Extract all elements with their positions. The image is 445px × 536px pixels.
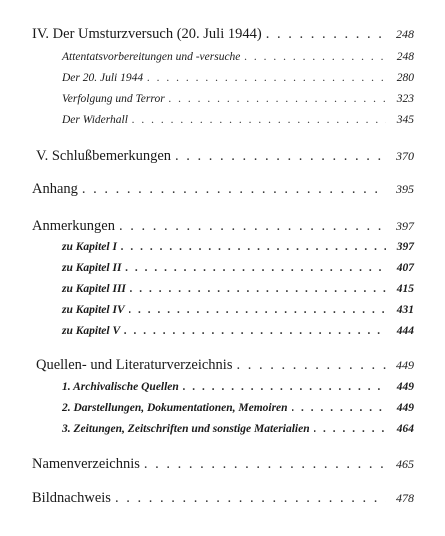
toc-entry-label: Anmerkungen: [32, 218, 115, 234]
toc-subentry-label: 3. Zeitungen, Zeitschriften und sonstige Materialien: [62, 423, 310, 435]
toc-entry-namen: [32, 456, 414, 473]
toc-subentry-label: zu Kapitel II: [62, 262, 122, 274]
toc-subentry-label: zu Kapitel V: [62, 325, 121, 337]
toc-subentry-page: 449: [396, 381, 414, 393]
toc-entry-bildnachweis: [32, 490, 414, 507]
toc-subentry: [62, 241, 414, 253]
toc-subentry-page: 280: [396, 72, 414, 84]
toc-entry-section-4: [32, 26, 414, 43]
leader-dots: [175, 148, 386, 165]
toc-subentry: [62, 262, 414, 274]
toc-entry-page: 370: [396, 149, 414, 163]
toc-subentry: [62, 283, 414, 295]
leader-dots: [115, 490, 386, 507]
toc-subentry-label: 1. Archivalische Quellen: [62, 381, 179, 393]
toc-subentry-page: 345: [396, 114, 414, 126]
leader-dots: [82, 181, 386, 198]
toc-subentry: [62, 423, 414, 435]
toc-entry-page: 248: [396, 27, 414, 41]
toc-subentry: [62, 402, 414, 414]
toc-subentry: [62, 114, 414, 126]
toc-subentry-label: Verfolgung und Terror: [62, 93, 165, 105]
toc-subentry: [62, 304, 414, 316]
leader-dots: [119, 218, 386, 235]
toc-subentry: [62, 381, 414, 393]
leader-dots: [244, 51, 386, 63]
leader-dots: [266, 26, 386, 43]
leader-dots: [132, 114, 386, 126]
toc-subentry-page: 407: [396, 262, 414, 274]
toc-entry-label: Namenverzeichnis: [32, 456, 140, 472]
leader-dots: [236, 357, 386, 374]
toc-entry-label: Quellen- und Literaturverzeichnis: [36, 357, 233, 373]
toc-entry-section-5: [36, 148, 414, 165]
toc-subentry: [62, 325, 414, 337]
leader-dots: [314, 423, 386, 435]
toc-subentry-label: zu Kapitel I: [62, 241, 117, 253]
toc-subentry-label: Der Widerhall: [62, 114, 128, 126]
toc-subentry-page: 464: [396, 423, 414, 435]
toc-subentry-label: Der 20. Juli 1944: [62, 72, 144, 84]
leader-dots: [130, 283, 386, 295]
toc-subentry: [62, 72, 414, 84]
toc-entry-page: 449: [396, 358, 414, 372]
toc-entry-label: IV. Der Umsturzversuch (20. Juli 1944): [32, 26, 262, 42]
toc-subentry-label: 2. Darstellungen, Dokumentationen, Memoiren: [62, 402, 288, 414]
toc-entry-anhang: [32, 181, 414, 198]
leader-dots: [124, 325, 386, 337]
leader-dots: [292, 402, 386, 414]
toc-subentry-page: 323: [396, 93, 414, 105]
toc-subentry: [62, 51, 414, 63]
leader-dots: [125, 262, 386, 274]
toc-subentry-label: zu Kapitel IV: [62, 304, 125, 316]
toc-subentry-page: 248: [396, 51, 414, 63]
toc-entry-page: 395: [396, 182, 414, 196]
toc-entry-page: 478: [396, 491, 414, 505]
toc-entry-anmerkungen: [32, 218, 414, 235]
toc-subentry-label: zu Kapitel III: [62, 283, 126, 295]
leader-dots: [147, 72, 386, 84]
toc-entry-label: Bildnachweis: [32, 490, 111, 506]
toc-entry-label: V. Schlußbemerkungen: [36, 148, 172, 164]
toc-subentry-label: Attentatsvorbereitungen und -versuche: [62, 51, 241, 63]
toc-entry-page: 465: [396, 457, 414, 471]
toc-subentry-page: 449: [396, 402, 414, 414]
toc-subentry-page: 397: [396, 241, 414, 253]
leader-dots: [121, 241, 386, 253]
leader-dots: [169, 93, 386, 105]
toc-subentry-page: 444: [396, 325, 414, 337]
toc-subentry: [62, 93, 414, 105]
toc-subentry-page: 415: [396, 283, 414, 295]
leader-dots: [183, 381, 386, 393]
toc-entry-quellen: [36, 357, 414, 374]
toc-entry-label: Anhang: [32, 181, 78, 197]
toc-entry-page: 397: [396, 219, 414, 233]
toc-subentry-page: 431: [396, 304, 414, 316]
leader-dots: [129, 304, 386, 316]
leader-dots: [144, 456, 386, 473]
